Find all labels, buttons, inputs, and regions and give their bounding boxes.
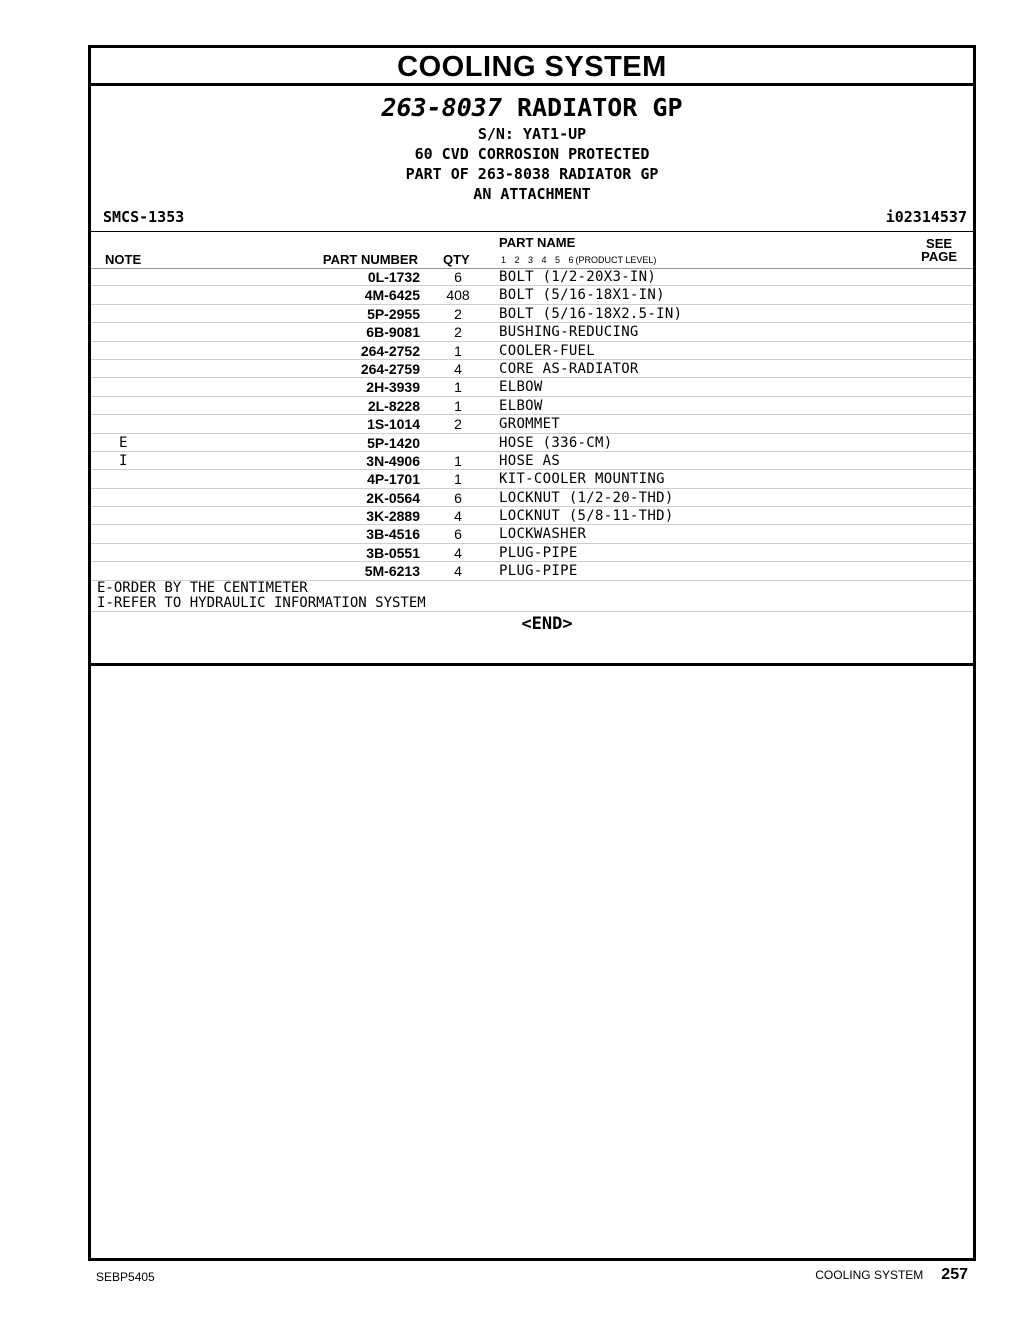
part-name-cell: LOCKWASHER [499,526,587,543]
footer-doc-id: SEBP5405 [96,1270,155,1284]
table-row [91,323,973,341]
part-number-cell: 264-2759 [360,360,420,377]
note-cell: I [119,452,128,469]
table-row [91,286,973,304]
product-level-header [501,255,656,265]
footnote-e: E-ORDER BY THE CENTIMETER [97,580,308,596]
part-number-cell: 4P-1701 [367,471,420,488]
part-name-cell: COOLER-FUEL [499,342,596,359]
part-name-header: PART NAME [499,235,576,250]
part-name-cell: PLUG-PIPE [499,544,578,561]
part-number-cell: 264-2752 [360,342,420,359]
table-row [91,470,973,488]
table-row [91,360,973,378]
table-row [91,305,973,323]
part-number-cell: 5P-1420 [367,434,420,451]
part-number-cell: 5P-2955 [367,305,420,322]
part-name-cell: BOLT (1/2-20X3-IN) [499,269,657,285]
part-number-cell: 1S-1014 [367,416,420,433]
table-row [91,342,973,360]
part-number-cell: 2K-0564 [366,489,420,506]
table-row [91,397,973,415]
note-header: NOTE [105,252,142,267]
part-name-cell: BOLT (5/16-18X2.5-IN) [499,305,683,322]
part-name-cell: GROMMET [499,416,561,433]
qty-cell: 4 [454,563,462,580]
footer-section-name: COOLING SYSTEM [815,1268,924,1282]
divider [91,611,973,612]
part-name-cell: BOLT (5/16-18X1-IN) [499,287,665,304]
part-number-cell: 2L-8228 [367,397,420,414]
qty-cell: 1 [454,397,462,414]
smcs-code: SMCS-1353 [103,208,185,226]
see-label: SEE [926,236,953,251]
qty-cell: 4 [454,360,462,377]
footer-section [815,1266,968,1284]
page-label: PAGE [921,249,957,264]
qty-cell: 2 [454,416,462,433]
serial-range: S/N: YAT1-UP [477,125,587,143]
qty-cell: 1 [454,342,462,359]
attachment-label: AN ATTACHMENT [473,185,591,203]
group-header [91,86,973,204]
part-name-cell: ELBOW [499,379,543,396]
part-number-cell: 5M-6213 [364,563,420,580]
qty-cell: 4 [454,508,462,525]
section-title: COOLING SYSTEM [91,48,973,86]
illustration-id: i02314537 [885,208,967,226]
part-number-cell: 4M-6425 [364,287,420,304]
qty-cell: 2 [454,324,462,341]
column-header [91,231,973,269]
part-number-cell: 3N-4906 [366,452,420,469]
table-row [91,434,973,452]
part-name-cell: ELBOW [499,397,543,414]
divider [91,663,973,666]
parent-group: PART OF 263-8038 RADIATOR GP [405,165,659,183]
qty-cell: 1 [454,379,462,396]
part-name-cell: HOSE AS [499,452,561,469]
part-number-cell: 0L-1732 [367,269,420,285]
qty-cell: 1 [454,452,462,469]
part-name-cell: LOCKNUT (5/8-11-THD) [499,508,674,525]
table-row [91,452,973,470]
part-number-cell: 2H-3939 [366,379,420,396]
part-name-cell: CORE AS-RADIATOR [499,360,639,377]
part-name-cell: BUSHING-REDUCING [499,324,639,341]
table-row [91,415,973,433]
qty-cell: 408 [446,287,470,304]
part-name-cell: PLUG-PIPE [499,563,578,580]
qty-cell: 6 [454,269,462,285]
level-numbers: 1 2 3 4 5 6 [501,255,574,265]
group-description: 60 CVD CORROSION PROTECTED [414,145,650,163]
see-page-header [921,237,957,263]
page-number: 257 [941,1266,968,1283]
part-number-cell: 6B-9081 [366,324,420,341]
part-name-cell: LOCKNUT (1/2-20-THD) [499,489,674,506]
table-row [91,525,973,543]
part-name-cell: HOSE (336-CM) [499,434,613,451]
table-row [91,489,973,507]
part-number-cell: 3K-2889 [366,508,420,525]
part-name-cell: KIT-COOLER MOUNTING [499,471,665,488]
table-row [91,544,973,562]
qty-header: QTY [443,252,470,267]
table-row [91,378,973,396]
qty-cell: 6 [454,526,462,543]
note-cell: E [119,434,128,451]
group-name: RADIATOR GP [516,93,683,122]
part-number-cell: 3B-0551 [366,544,420,561]
table-row [91,507,973,525]
part-number-cell: 3B-4516 [366,526,420,543]
part-number-header: PART NUMBER [322,252,418,267]
group-title [91,92,973,124]
footnote-i: I-REFER TO HYDRAULIC INFORMATION SYSTEM [97,595,426,611]
table-row [91,268,973,286]
parts-table [91,268,973,581]
page-frame [88,45,976,1261]
qty-cell: 1 [454,471,462,488]
qty-cell: 6 [454,489,462,506]
qty-cell: 2 [454,305,462,322]
group-number: 263-8037 [381,93,502,122]
qty-cell: 4 [454,544,462,561]
table-row [91,562,973,580]
footnotes [97,581,426,611]
product-level-label: (PRODUCT LEVEL) [575,255,657,265]
end-marker: <END> [521,614,573,634]
